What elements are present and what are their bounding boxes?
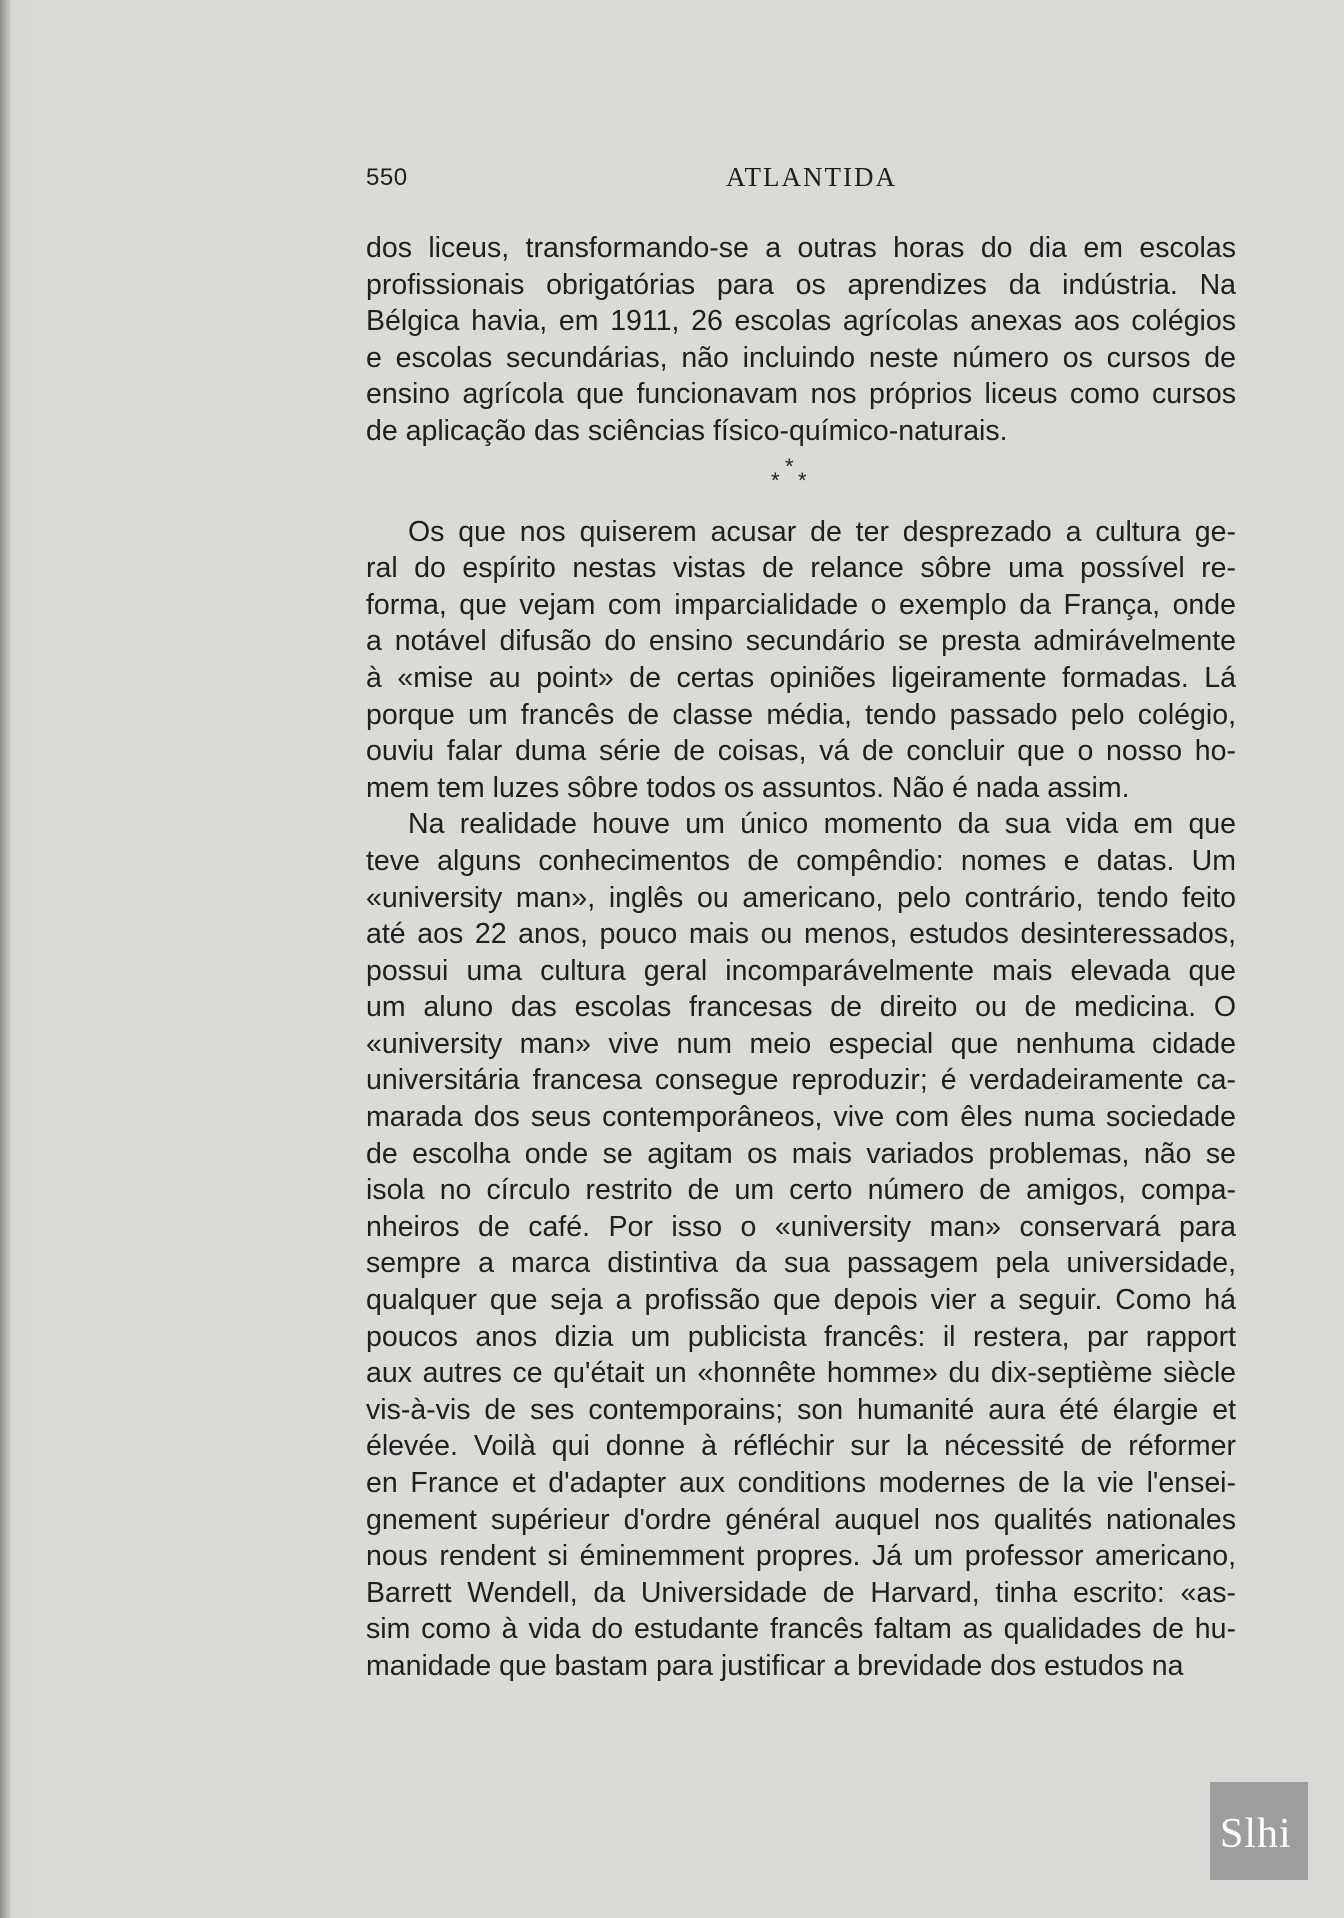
- text-line: sempre a marca distintiva da sua passagem pela universidade,: [366, 1247, 1236, 1280]
- page-edge-shadow: [0, 0, 10, 1918]
- text-line: porque um francês de classe média, tendo passado pelo colégio,: [366, 698, 1236, 731]
- text-line: isola no círculo restrito de um certo número de amigos, compa-: [366, 1174, 1236, 1207]
- text-line: poucos anos dizia um publicista francês: il restera, par rapport: [366, 1320, 1236, 1353]
- text-line: qualquer que seja a profissão que depois vier a seguir. Como há: [366, 1284, 1236, 1317]
- text-line: dos liceus, transformando-se a outras horas do dia em escolas: [366, 232, 1236, 264]
- asterism-star-top: *: [785, 453, 794, 479]
- text-line: um aluno das escolas francesas de direito ou de medicina. O: [366, 991, 1236, 1024]
- text-line: vis-à-vis de ses contemporains; son humanité aura été élargie et: [366, 1393, 1236, 1426]
- running-header: [366, 160, 1236, 196]
- text-line: nous rendent si éminemment propres. Já um professor americano,: [366, 1540, 1236, 1573]
- text-line: ouviu falar duma série de coisas, vá de concluir que o nosso ho-: [366, 735, 1236, 768]
- asterism: [366, 450, 1236, 514]
- text-line: e escolas secundárias, não incluindo neste número os cursos de: [366, 341, 1236, 374]
- text-line: profissionais obrigatórias para os aprendizes da indústria. Na: [366, 268, 1236, 301]
- text-line: élevée. Voilà qui donne à réfléchir sur la nécessité de réformer: [366, 1430, 1236, 1463]
- text-line: a notável difusão do ensino secundário se presta admirávelmente: [366, 625, 1236, 658]
- text-line: Os que nos quiserem acusar de ter desprezado a cultura ge-: [408, 515, 1236, 548]
- text-line: Bélgica havia, em 1911, 26 escolas agrícolas anexas aos colégios: [366, 305, 1236, 338]
- running-title: ATLANTIDA: [726, 162, 897, 192]
- library-logo-text: Slhi: [1220, 1811, 1292, 1857]
- text-line: «university man» vive num meio especial que nenhuma cidade: [366, 1027, 1236, 1060]
- text-line: aux autres ce qu'était un «honnête homme» du dix-septième siècle: [366, 1357, 1236, 1390]
- text-line: até aos 22 anos, pouco mais ou menos, estudos desinteressados,: [366, 918, 1236, 951]
- text-line: de escolha onde se agitam os mais variados problemas, não se: [366, 1137, 1236, 1170]
- text-line: teve alguns conhecimentos de compêndio: nomes e datas. Um: [366, 844, 1236, 877]
- paragraph-3: [366, 806, 1236, 1684]
- asterism-star-right: *: [798, 467, 807, 493]
- text-line: possui uma cultura geral incomparávelmente mais elevada que: [366, 954, 1236, 987]
- text-line: sim como à vida do estudante francês faltam as qualidades de hu-: [366, 1613, 1236, 1646]
- page-number: 550: [366, 164, 408, 191]
- text-line: «university man», inglês ou americano, pelo contrário, tendo feito: [366, 881, 1236, 914]
- text-line: en France et d'adapter aux conditions modernes de la vie l'ensei-: [366, 1467, 1236, 1499]
- paragraph-1: [366, 230, 1236, 450]
- body-text: [366, 230, 1236, 1685]
- text-line: marada dos seus contemporâneos, vive com êles numa sociedade: [366, 1101, 1236, 1134]
- library-logo: [1210, 1782, 1308, 1880]
- text-line: forma, que vejam com imparcialidade o exemplo da França, onde: [366, 588, 1236, 621]
- text-line: à «mise au point» de certas opiniões ligeiramente formadas. Lá: [366, 661, 1236, 694]
- text-line: universitária francesa consegue reproduzir; é verdadeiramente ca-: [366, 1064, 1236, 1097]
- text-line: ral do espírito nestas vistas de relance sôbre uma possível re-: [366, 552, 1236, 585]
- text-line: mem tem luzes sôbre todos os assuntos. Não é nada assim.: [366, 771, 1130, 804]
- asterism-star-left: *: [771, 467, 780, 493]
- paragraph-2: [366, 514, 1236, 807]
- text-line: de aplicação das sciências físico-químico-naturais.: [366, 414, 1008, 447]
- text-line: Barrett Wendell, da Universidade de Harvard, tinha escrito: «as-: [366, 1576, 1236, 1609]
- text-line: ensino agrícola que funcionavam nos próprios liceus como cursos: [366, 378, 1236, 411]
- text-line: Na realidade houve um único momento da sua vida em que: [408, 808, 1236, 841]
- text-line: nheiros de café. Por isso o «university man» conservará para: [366, 1210, 1236, 1243]
- text-line: gnement supérieur d'ordre général auquel nos qualités nationales: [366, 1503, 1236, 1536]
- text-line: manidade que bastam para justificar a brevidade dos estudos na: [366, 1649, 1184, 1682]
